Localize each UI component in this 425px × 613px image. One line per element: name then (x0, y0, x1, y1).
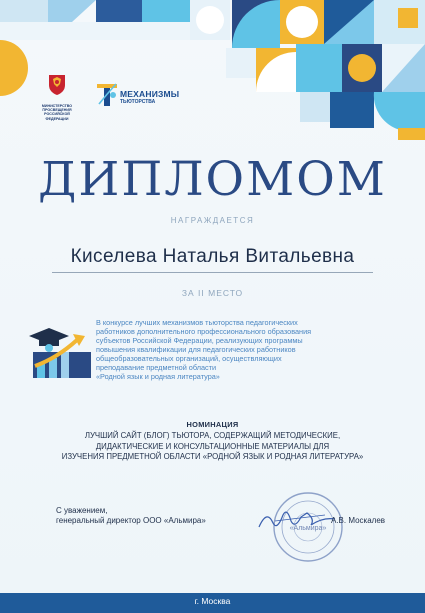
footer-bar (0, 593, 425, 613)
handwritten-signature (255, 505, 340, 535)
signature-block (56, 506, 206, 526)
signer-name: А.В. Москалев (331, 516, 386, 525)
description-line: субъектов Российской Федерации, реализующих программы (96, 336, 303, 345)
graduation-growth-icon (27, 322, 97, 384)
description-line: В конкурсе лучших механизмов тьюторства педагогических (96, 318, 298, 327)
russian-emblem-icon (46, 72, 68, 96)
nomination-line: ЛУЧШИЙ САЙТ (БЛОГ) ТЬЮТОРА, СОДЕРЖАЩИЙ МЕТОДИЧЕСКИЕ, (84, 431, 341, 440)
signer-position: генеральный директор ООО «Альмира» (56, 516, 206, 525)
mechanisms-logo-line1: МЕХАНИЗМЫ (120, 89, 180, 99)
ministry-caption: МИНИСТЕРСТВО ПРОСВЕЩЕНИЯ РОССИЙСКОЙ ФЕДЕРАЦИИ (41, 104, 73, 121)
name-underline (52, 272, 373, 273)
ministry-logo (34, 72, 80, 121)
description-line: повышения квалификации для педагогических работников (96, 345, 296, 354)
recipient-name: Киселева Наталья Витальевна (70, 246, 355, 267)
regards-text: С уважением, (56, 506, 108, 515)
description-line: «Родной язык и родная литература» (96, 372, 220, 381)
diploma-title: ДИПЛОМОМ (38, 152, 387, 207)
description-line: работников дополнительного профессионального образования (96, 327, 312, 336)
mechanisms-logo (96, 80, 186, 110)
stamp-text: «Альмира» (289, 525, 327, 532)
footer-city: г. Москва (194, 596, 231, 606)
tutor-mark-icon (96, 80, 118, 108)
nomination-line: ДИДАКТИЧЕСКИЕ И КОНСУЛЬТАЦИОННЫЕ МАТЕРИАЛЫ ДЛЯ (95, 441, 330, 451)
nomination-line: ИЗУЧЕНИЯ ПРЕДМЕТНОЙ ОБЛАСТИ «РОДНОЙ ЯЗЫК И РОДНАЯ ЛИТЕРАТУРА» (61, 452, 364, 461)
awarded-label: НАГРАЖДАЕТСЯ (170, 216, 255, 225)
contest-description (96, 318, 396, 381)
description-line: общеобразовательных организаций, осуществляющих (96, 354, 282, 363)
nomination-heading: НОМИНАЦИЯ (186, 420, 239, 429)
place-label: ЗА II МЕСТО (181, 288, 244, 298)
description-line: преподавание предметной области (96, 363, 217, 372)
mechanisms-logo-line2: ТЬЮТОРСТВА (120, 99, 156, 105)
nomination-text (20, 431, 405, 463)
